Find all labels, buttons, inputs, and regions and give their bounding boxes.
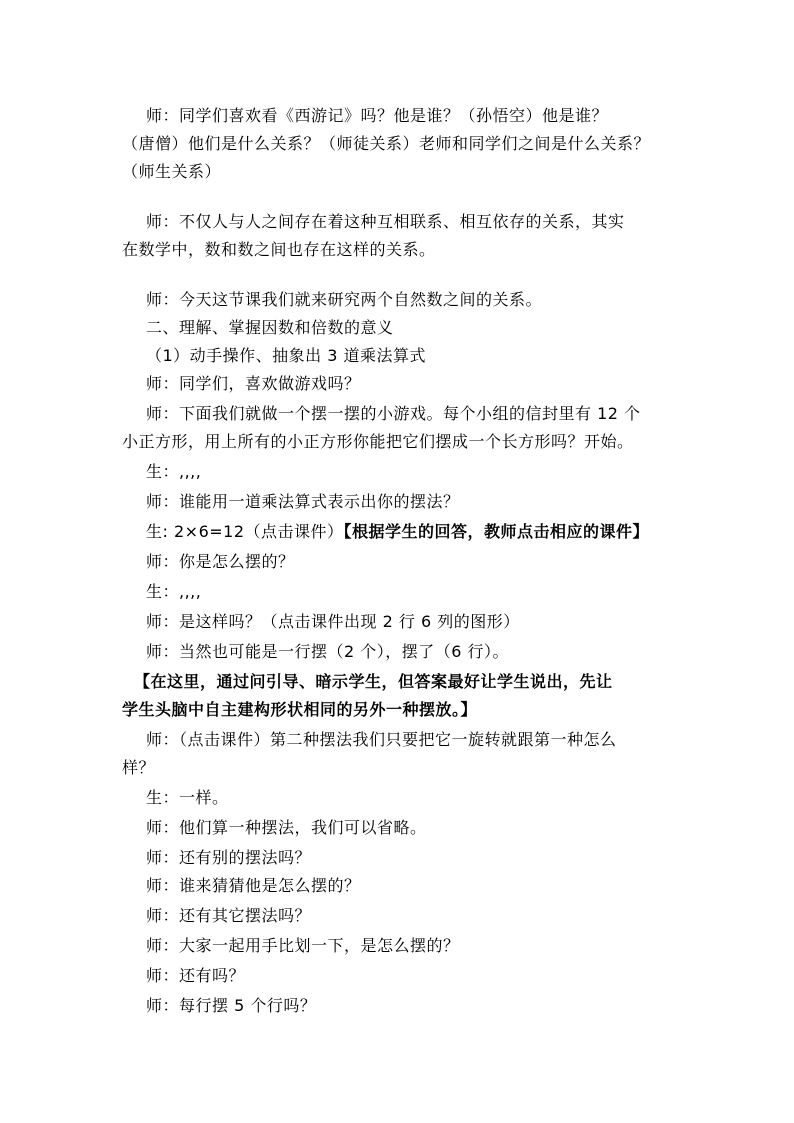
paragraph: 师：谁来猜猜他是怎么摆的？ [146, 876, 361, 895]
paragraph: 生：一样。 [146, 788, 229, 807]
section-heading: 二、理解、掌握因数和倍数的意义 [146, 318, 394, 337]
paragraph: 师：不仅人与人之间存在着这种互相联系、相互依存的关系，其实 [146, 212, 625, 231]
answer-text: 生: 2×6=12（点击课件） [146, 522, 344, 541]
paragraph: 师：谁能用一道乘法算式表示出你的摆法？ [146, 492, 460, 511]
paragraph: 样？ [122, 758, 156, 777]
paragraph: 师：今天这节课我们就来研究两个自然数之间的关系。 [146, 290, 543, 309]
paragraph: 师：同学们，喜欢做游戏吗？ [146, 374, 361, 393]
paragraph: 师：他们算一种摆法，我们可以省略。 [146, 818, 427, 837]
paragraph: （师生关系） [122, 162, 222, 181]
paragraph: （唐僧）他们是什么关系？（师徒关系）老师和同学们之间是什么关系？ [122, 134, 651, 153]
paragraph [146, 522, 649, 542]
paragraph: 师：大家一起用手比划一下，是怎么摆的？ [146, 936, 460, 955]
paragraph: 师：当然也可能是一行摆（2 个），摆了（6 行）。 [146, 642, 510, 661]
paragraph: 师：（点击课件）第二种摆法我们只要把它一旋转就跟第一种怎么 [146, 730, 617, 749]
paragraph: 师：还有其它摆法吗？ [146, 906, 312, 925]
paragraph: 小正方形，用上所有的小正方形你能把它们摆成一个长方形吗？开始。 [122, 432, 634, 451]
paragraph: 师：每行摆 5 个行吗？ [146, 996, 317, 1015]
paragraph: 师：是这样吗？（点击课件出现 2 行 6 列的图形） [146, 612, 520, 631]
teacher-note: 学生头脑中自主建构形状相同的另外一种摆放。】 [122, 700, 478, 719]
paragraph: 师：还有吗？ [146, 966, 246, 985]
teacher-note: 【在这里，通过问引导、暗示学生，但答案最好让学生说出，先让 [134, 672, 613, 691]
sub-heading: （1）动手操作、抽象出 3 道乘法算式 [146, 346, 427, 365]
paragraph: 师：还有别的摆法吗？ [146, 848, 312, 867]
paragraph: 生：,,,, [146, 462, 202, 481]
paragraph: 师：下面我们就做一个摆一摆的小游戏。每个小组的信封里有 12 个 [146, 404, 641, 423]
paragraph: 在数学中，数和数之间也存在这样的关系。 [122, 240, 436, 259]
paragraph: 生：,,,, [146, 582, 202, 601]
paragraph: 师：你是怎么摆的？ [146, 552, 295, 571]
paragraph: 师：同学们喜欢看《西游记》吗？他是谁？（孙悟空）他是谁？ [146, 106, 609, 125]
teacher-note: 【根据学生的回答，教师点击相应的课件】 [343, 522, 650, 541]
